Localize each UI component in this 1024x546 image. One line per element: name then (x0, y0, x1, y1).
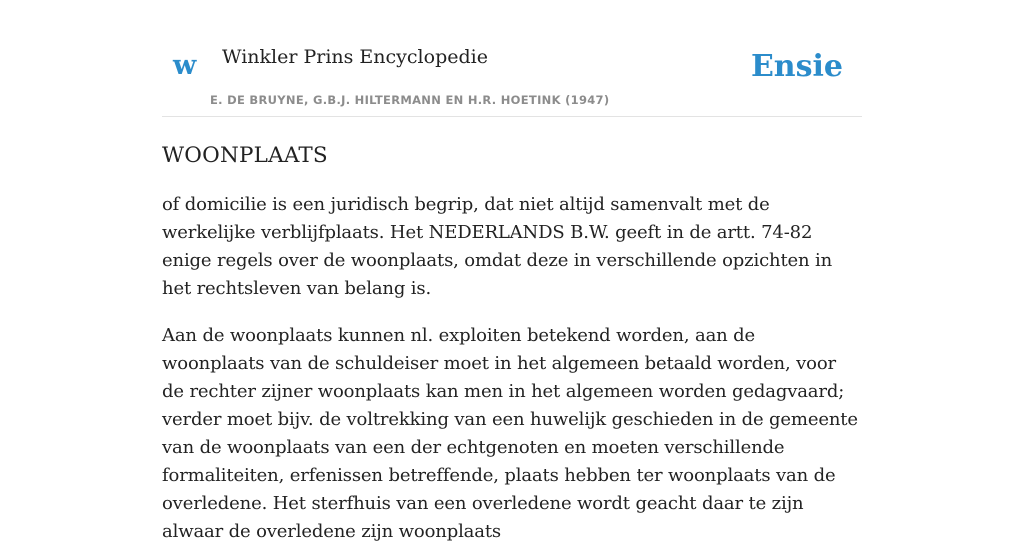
encyclopedia-title[interactable]: Winkler Prins Encyclopedie (222, 46, 488, 68)
ensie-logo-link[interactable]: Ensie (750, 49, 843, 84)
article-paragraph-1: of domicilie is een juridisch begrip, dat niet altijd samenvalt met de werkelijke verblijfplaats. Het NEDERLANDS B.W. geeft in de artt. 74-82 enige regels over de woonplaats, omdat deze in verschillende opzichten in het rechtsleven van belang is. (162, 193, 833, 299)
winkler-prins-logo-icon[interactable]: w (173, 50, 197, 81)
article-title: WOONPLAATS (162, 143, 328, 168)
header (162, 0, 862, 117)
authors-line: E. DE BRUYNE, G.B.J. HILTERMANN EN H.R. HOETINK (1947) (210, 93, 610, 107)
page (162, 0, 862, 542)
article-paragraph-2: Aan de woonplaats kunnen nl. exploiten betekend worden, aan de woonplaats van de schuldeiser moet in het algemeen betaald worden, voor de rechter zijner woonplaats kan men in het algemeen worden gedagvaard; verder moet bijv. de voltrekking van een huwelijk geschieden in de gemeente van de woonplaats van een der echtgenoten en moeten verschillende formaliteiten, erfenissen betreffende, plaats hebben ter woonplaats van de overledene. Het sterfhuis van een overledene wordt geacht daar te zijn alwaar de overledene zijn woonplaats (162, 324, 858, 542)
